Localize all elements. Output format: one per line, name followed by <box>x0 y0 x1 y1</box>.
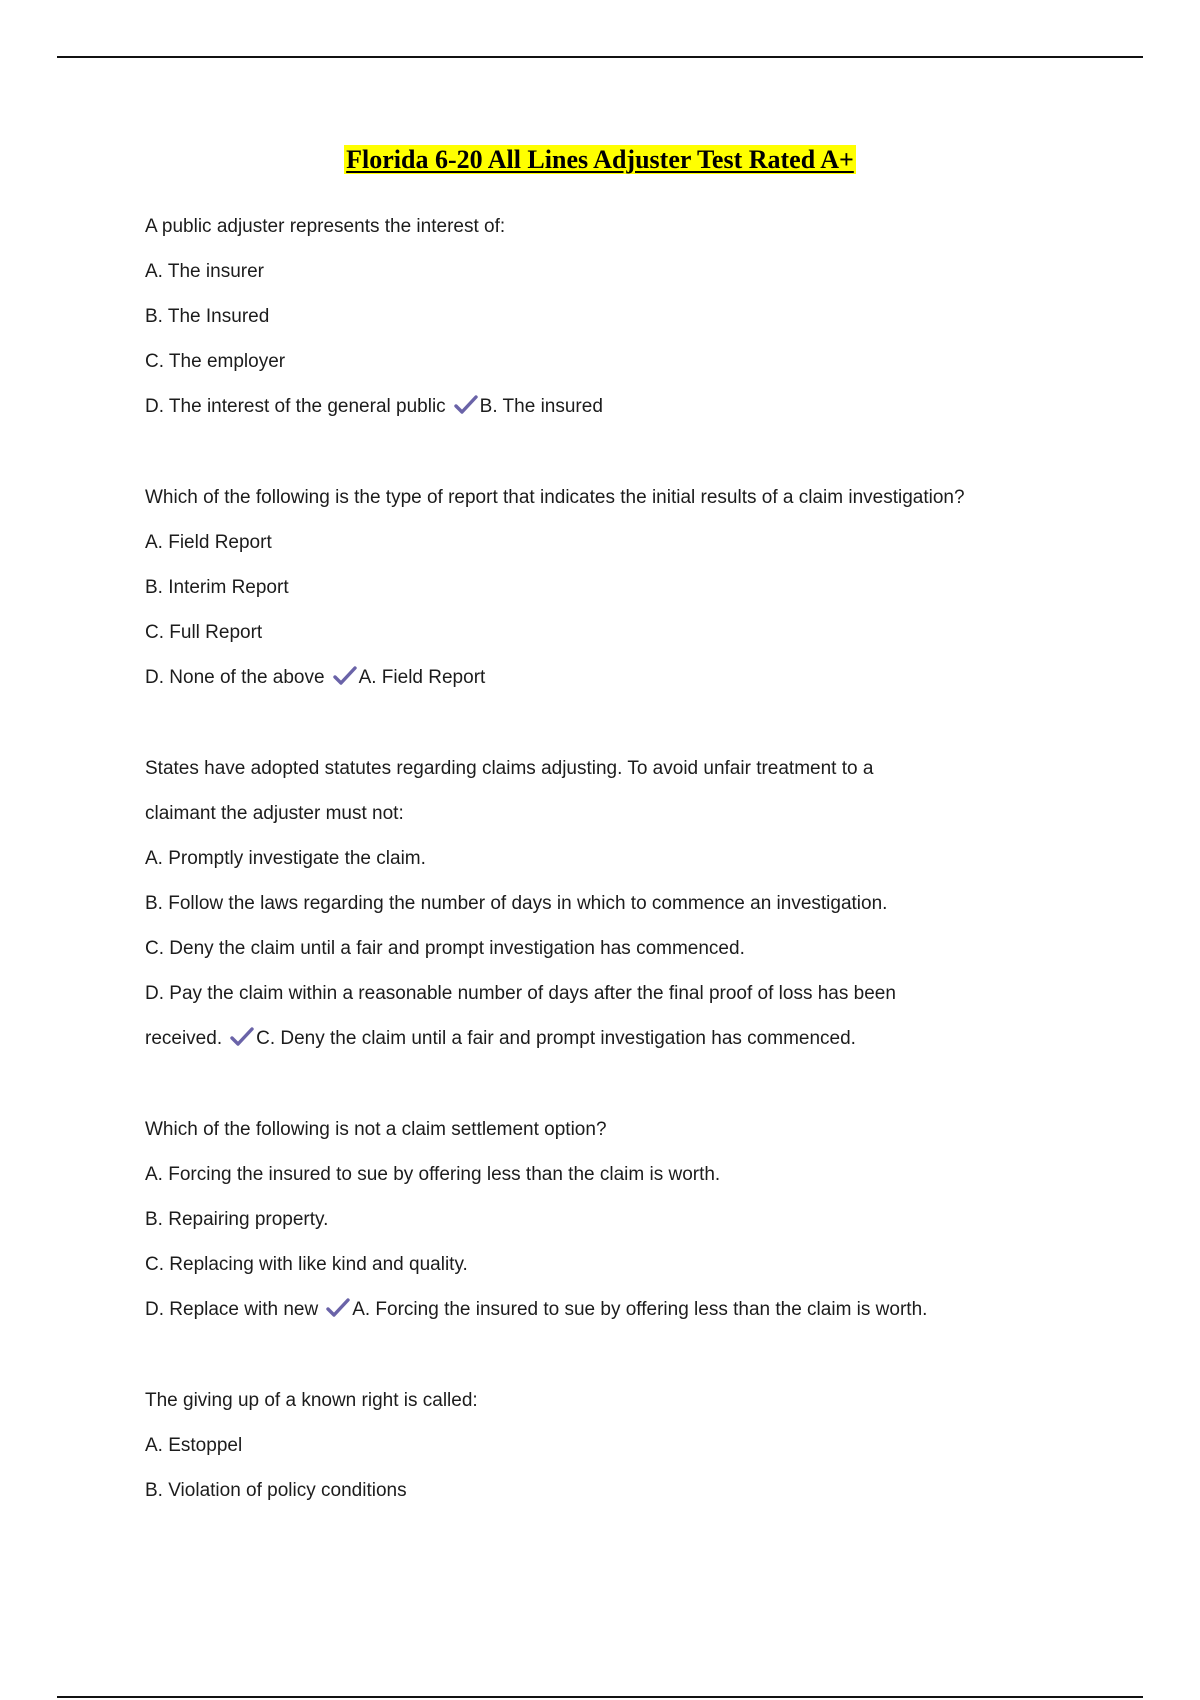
option-a: A. The insurer <box>145 261 264 282</box>
question-prompt: The giving up of a known right is called: <box>145 1390 478 1411</box>
option-d-continuation-with-answer <box>145 1016 1105 1061</box>
option-a: A. Field Report <box>145 532 272 553</box>
title-container <box>0 145 1200 175</box>
option-d: D. Replace with new <box>145 1299 319 1320</box>
option-a: A. Promptly investigate the claim. <box>145 848 426 869</box>
checkmark-icon <box>454 395 478 415</box>
correct-answer: C. Deny the claim until a fair and prompt investigation has commenced. <box>256 1028 856 1049</box>
option-b: B. Repairing property. <box>145 1209 329 1230</box>
option-b: B. The Insured <box>145 306 270 327</box>
option-d: D. The interest of the general public <box>145 396 446 417</box>
option-c: C. Replacing with like kind and quality. <box>145 1254 468 1275</box>
question-prompt-line-1: States have adopted statutes regarding claims adjusting. To avoid unfair treatment to a <box>145 758 874 779</box>
option-a: A. Forcing the insured to sue by offering less than the claim is worth. <box>145 1164 721 1185</box>
option-c: C. Full Report <box>145 622 263 643</box>
correct-answer: B. The insured <box>479 396 603 417</box>
option-d-continuation: received. <box>145 1028 223 1049</box>
question-prompt: Which of the following is the type of report that indicates the initial results of a claim investigation? <box>145 487 965 508</box>
option-d: D. Pay the claim within a reasonable number of days after the final proof of loss has been <box>145 983 896 1004</box>
option-d-with-answer <box>145 384 1105 429</box>
option-a: A. Estoppel <box>145 1435 243 1456</box>
question-prompt: Which of the following is not a claim settlement option? <box>145 1119 607 1140</box>
question-5 <box>145 1378 1105 1513</box>
question-3 <box>145 746 1105 1061</box>
option-b: B. Follow the laws regarding the number of days in which to commence an investigation. <box>145 893 888 914</box>
option-c: C. Deny the claim until a fair and prompt investigation has commenced. <box>145 938 745 959</box>
option-b: B. Violation of policy conditions <box>145 1480 407 1501</box>
checkmark-icon <box>333 666 357 686</box>
question-prompt: A public adjuster represents the interest of: <box>145 216 506 237</box>
question-4 <box>145 1107 1105 1332</box>
option-c: C. The employer <box>145 351 286 372</box>
checkmark-icon <box>326 1298 350 1318</box>
question-list <box>145 204 1105 1559</box>
correct-answer: A. Forcing the insured to sue by offering less than the claim is worth. <box>352 1299 928 1320</box>
document-title: Florida 6-20 All Lines Adjuster Test Rated A+ <box>346 145 854 174</box>
correct-answer: A. Field Report <box>358 667 486 688</box>
question-prompt-line-2: claimant the adjuster must not: <box>145 803 404 824</box>
option-d-with-answer <box>145 1287 1105 1332</box>
option-d-with-answer <box>145 655 1105 700</box>
option-b: B. Interim Report <box>145 577 289 598</box>
checkmark-icon <box>230 1027 254 1047</box>
question-1 <box>145 204 1105 429</box>
question-2 <box>145 475 1105 700</box>
top-rule <box>57 56 1143 58</box>
option-d: D. None of the above <box>145 667 325 688</box>
bottom-rule <box>57 1696 1143 1698</box>
